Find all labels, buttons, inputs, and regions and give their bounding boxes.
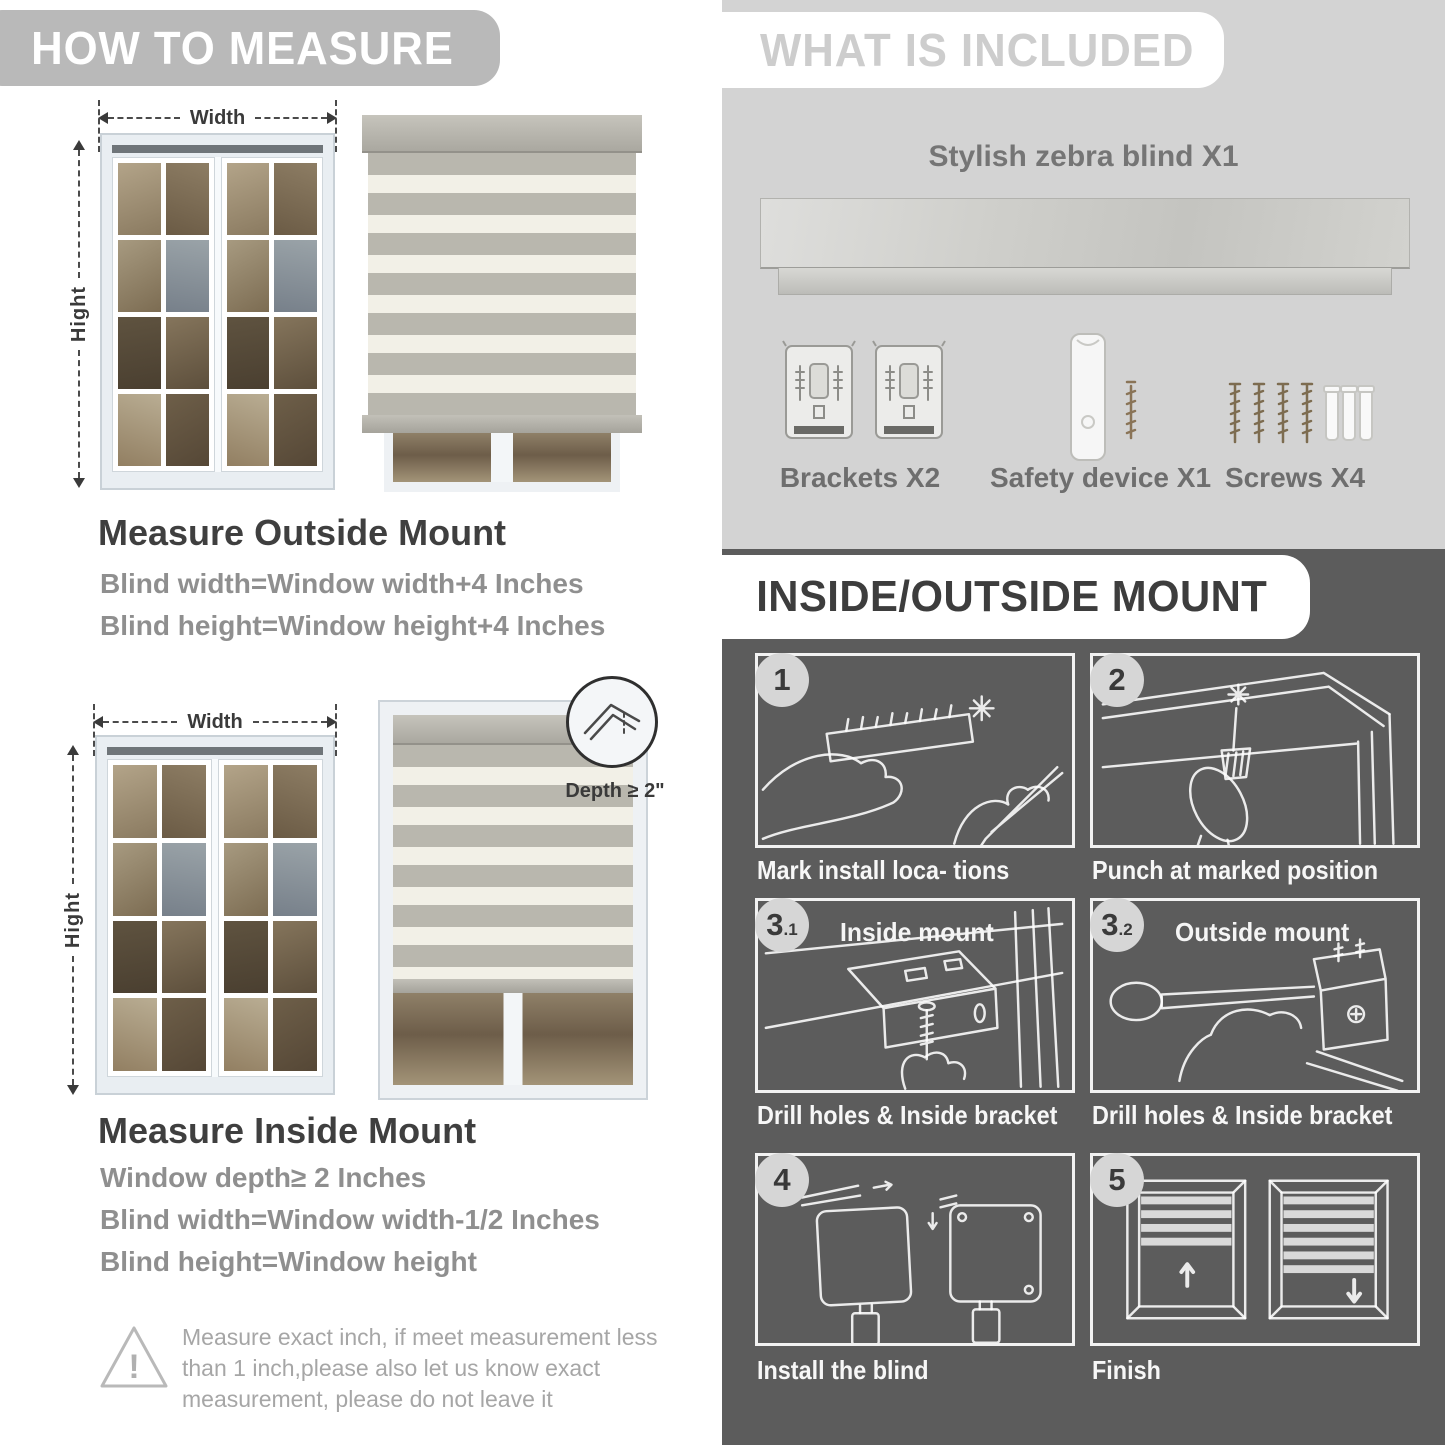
window-pane [166,163,209,235]
blind-cassette [362,115,642,153]
outside-mount-line1: Blind width=Window width+4 Inches [100,568,584,599]
step-3-2-title: Outside mount [1175,917,1350,947]
window-sash [112,157,215,472]
mount-title: INSIDE/OUTSIDE MOUNT [756,572,1268,621]
zebra-blind-outside-mount [362,115,642,490]
window-pane [113,843,157,916]
window-pane [118,317,161,389]
height-label: Hight [61,891,84,949]
window-pane [118,240,161,312]
warning-text: Measure exact inch, if meet measurement less than 1 inch,please also let us know exact measurement, please do not leave it [182,1324,658,1412]
safety-device-label: Safety device X1 [990,462,1212,493]
screws-label: Screws X4 [1224,462,1366,493]
arrow-down-icon [73,478,85,488]
arrow-down-icon [67,1085,79,1095]
window-pane [166,394,209,466]
width-label: Width [187,710,243,733]
window-pane [224,765,268,838]
step-5-caption: Finish [1092,1355,1161,1385]
window-pane [273,998,317,1071]
window-pane [273,843,317,916]
exclamation-triangle-icon [98,1322,170,1392]
window-corner-detail [577,687,647,757]
height-label: Hight [67,285,90,343]
width-annotation-outside [98,108,337,128]
safety-device-icon [1057,330,1157,468]
screws-icon [1222,378,1387,450]
step-4-caption: Install the blind [757,1355,929,1385]
height-annotation-inside [62,745,84,1095]
width-label: Width [189,106,246,129]
window-pane [162,765,206,838]
step-2-image [1090,653,1420,848]
what-is-included-banner [722,12,1224,88]
window-below-blind [384,433,620,492]
window-pane [118,394,161,466]
blind-bottom-rail [393,979,633,993]
window-pane [113,921,157,994]
window-sash [218,759,323,1077]
window-pane [274,317,317,389]
width-annotation-inside [93,712,337,732]
window-pane [224,998,268,1071]
blind-fabric [368,153,636,415]
step-2-badge: 2 [1090,653,1144,707]
window-pane [224,843,268,916]
window-pane [162,921,206,994]
window-sash [221,157,324,472]
depth-magnifier-icon [566,676,658,768]
step-3-2-badge: 3 .2 [1090,898,1144,952]
step-3-2-caption: Drill holes & Inside bracket [1092,1100,1393,1130]
window-photo-inside [95,735,335,1095]
window-pane [227,317,270,389]
step-3-2-image [1090,898,1420,1093]
window-sash [107,759,212,1077]
window-photo-outside [100,133,335,490]
blind-bottom-rail [362,415,642,433]
window-pane [273,921,317,994]
step-1-image [755,653,1075,848]
window-below-blind [393,993,633,1085]
window-pane [162,843,206,916]
what-is-included-title: WHAT IS INCLUDED [760,24,1195,76]
window-pane [113,998,157,1071]
window-pane [113,765,157,838]
window-pane [274,394,317,466]
height-annotation-outside [68,140,90,488]
window-pane [274,163,317,235]
inside-mount-line3: Blind height=Window height [100,1246,477,1277]
window-pane [224,921,268,994]
brackets-label: Brackets X2 [779,462,941,493]
step-3-1-title: Inside mount [840,917,994,947]
window-pane [273,765,317,838]
step-4-image [755,1153,1075,1346]
window-pane [162,998,206,1071]
window-pane [227,163,270,235]
step-5-badge: 5 [1090,1153,1144,1207]
step-5-image [1090,1153,1420,1346]
what-is-included-section [722,0,1445,549]
step-4-badge: 4 [755,1153,809,1207]
brackets-icon [780,338,950,448]
step-3-1-caption: Drill holes & Inside bracket [757,1100,1058,1130]
step-1-badge: 1 [755,653,809,707]
window-pane [227,394,270,466]
arrow-up-icon [67,745,79,755]
step-3-1-badge: 3 .1 [755,898,809,952]
depth-label: Depth ≥ 2" [565,780,665,802]
svg-text:!: ! [128,1348,140,1386]
outside-mount-line2: Blind height=Window height+4 Inches [100,610,606,641]
window-pane [166,317,209,389]
product-label: Stylish zebra blind X1 [928,140,1239,173]
step-1-caption: Mark install loca- tions [757,855,1010,885]
blind-headrail-image [760,198,1410,269]
inside-mount-line2: Blind width=Window width-1/2 Inches [100,1204,600,1235]
window-pane [118,163,161,235]
window-pane [274,240,317,312]
outside-mount-heading: Measure Outside Mount [98,512,507,553]
inside-mount-heading: Measure Inside Mount [98,1110,477,1151]
how-to-measure-banner [0,10,500,86]
arrow-up-icon [73,140,85,150]
window-pane [227,240,270,312]
step-3-1-image [755,898,1075,1093]
inside-mount-line1: Window depth≥ 2 Inches [100,1162,427,1193]
how-to-measure-title: HOW TO MEASURE [31,22,454,74]
mount-banner [722,555,1310,639]
inside-outside-mount-section [722,549,1445,1445]
window-pane [166,240,209,312]
right-panel [722,0,1445,1445]
step-2-caption: Punch at marked position [1092,855,1379,885]
blind-headrail-lip [778,268,1392,295]
